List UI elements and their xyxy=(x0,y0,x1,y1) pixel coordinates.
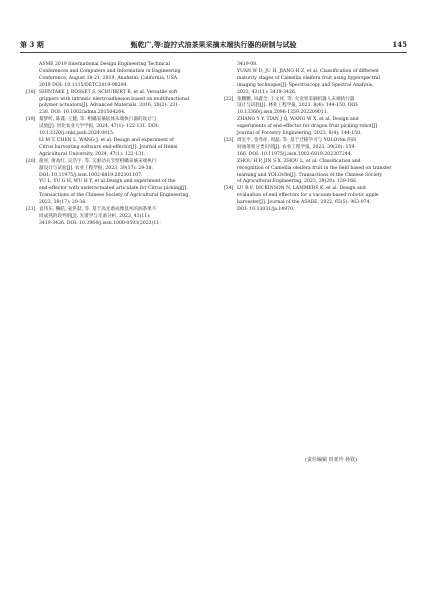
reference-number: [23] xyxy=(224,137,234,143)
reference-line: 10.13360/j.issn.2096-1359.202209011. xyxy=(237,110,329,116)
reference-line: grippers with intrinsic electroadhesion based on multifunctional xyxy=(39,96,190,102)
reference-text xyxy=(39,90,210,118)
reference-line: ASME 2019 International Design Engineering Technical xyxy=(39,62,170,67)
reference-line: Conference, August 18-21, 2019, Anaheim, California, USA. xyxy=(39,75,179,81)
reference-line: evaluation of end effectors for a vacuum-based robotic apple xyxy=(237,193,379,199)
reference-line: 2019 DOI: 10.1115/DETC2019-98294. xyxy=(39,82,128,88)
reference-line: experiments of end-effector for dragon fruit picking robot[J]. xyxy=(237,124,379,130)
reference-text xyxy=(237,186,408,214)
reference-line: SHINTAKE J, ROSSET S, SCHUBERT B, et al. Versatile soft xyxy=(39,89,178,95)
reference-line: end-effector with underactuated articulate for Citrus picking[J]. xyxy=(39,186,188,192)
reference-entry xyxy=(224,62,408,97)
reference-line: DOI: 10.13031/ja.14970. xyxy=(237,207,295,213)
reference-line: 3419-08. xyxy=(237,62,258,67)
reference-line: 10.13320/j.cnki.jauh.2024.0015. xyxy=(39,131,115,137)
reference-line: of Agricultural Engineering, 2023, 39(20): 159-166. xyxy=(237,179,358,185)
reference-line: polymer actuators[J]. Advanced Materials, 2016, 28(2): 231- xyxy=(39,103,180,109)
reference-line: 试验[J]. 河北农业大学学报, 2024, 47(1): 122-131. DOI: xyxy=(39,124,159,130)
reference-number: [19] xyxy=(26,117,36,123)
reference-line: 2023, 39(17): 29-38. xyxy=(39,200,87,206)
reference-line: YU L, YU G H, WU H Y, et al.Design and experiment of the xyxy=(39,179,176,185)
reference-entry xyxy=(26,207,210,228)
reference-line: 166. DOI: 10.11975/j.issn.1002-6819.202307244. xyxy=(237,151,353,157)
reference-text xyxy=(39,159,210,207)
reference-line: Conferences and Computers and Information in Engineering xyxy=(39,68,181,74)
issue-label: 第 3 期 xyxy=(20,40,44,49)
reference-entry xyxy=(26,159,210,207)
editor-credits: (责任编辑 田亚玲 孙钦) xyxy=(305,457,358,463)
reference-line: 同成熟阶段判别[J]. 光谱学与光谱分析, 2023, 43(11): xyxy=(39,213,151,219)
reference-entry xyxy=(224,97,408,138)
reference-text xyxy=(39,207,210,228)
reference-line: 周宏平, 金寿祥, 周磊, 等. 基于迁移学习与 YOLOv8n 的田 xyxy=(237,137,357,143)
reference-line: 间油茶果分类识别[J]. 农业工程学报, 2023, 39(20): 159- xyxy=(237,144,356,150)
running-title: 甄乾广,等:旋拧式油茶果采摘末端执行器的研制与试验 xyxy=(130,40,297,49)
reference-number: [22] xyxy=(224,96,234,102)
reference-text xyxy=(237,62,408,97)
reference-line: 设计与试验[J]. 林业工程学报, 2023, 8(4): 144-150. DOI: xyxy=(237,103,359,109)
reference-line: 238. DOI: 10.1002/adma.201504264. xyxy=(39,110,126,116)
reference-line: imaging technique[J]. Spectroscopy and Spectral Analysis, xyxy=(237,82,374,88)
reference-line: harvester[J]. Journal of the ASABE, 2022, 65(5): 963-974. xyxy=(237,200,371,206)
reference-line: ZHOU H P, JIN S X, ZHOU L, et al. Classification and xyxy=(237,158,361,164)
reference-entry xyxy=(26,117,210,158)
reference-line: YUAN W D, JU H, JIANG H Z, et al. Classification of different xyxy=(237,68,379,74)
reference-text xyxy=(39,62,210,90)
reference-line: Citrus harvesting software end-effector[J]. Journal of Hebei xyxy=(39,144,178,150)
reference-line: 俞亮, 俞高红, 吴浩宇, 等. 欠驱动关节型柑橘采摘末端执行 xyxy=(39,158,157,164)
reference-number: [18] xyxy=(26,89,36,95)
reference-entry xyxy=(224,138,408,186)
reference-line: 3419-3426. DOI: 10.3964/j.issn.1000-0593(2023)11- xyxy=(39,220,161,226)
reference-line: learning and YOLOv8n[J]. Transactions of the Chinese Society xyxy=(237,172,383,178)
reference-number: [24] xyxy=(224,186,234,192)
reference-line: recognition of Camellia oleifera fruit in the field based on transfer xyxy=(237,165,392,171)
reference-text xyxy=(39,117,210,158)
reference-line: 袁伟东, 鞠皓, 姜洪喆, 等. 基于高光谱成像技术的油茶果不 xyxy=(39,207,157,213)
reference-line: Transactions of the Chinese Society of Agricultural Engineering, xyxy=(39,193,190,199)
reference-column-right xyxy=(224,62,408,214)
reference-line: 器设计与试验[J]. 农业工程学报, 2023, 39(17): 29-38. xyxy=(39,165,153,171)
reference-text xyxy=(237,97,408,138)
page-number: 145 xyxy=(392,40,407,49)
reference-line: Agricultural University, 2024, 47(1): 122-131. xyxy=(39,151,146,157)
reference-line: LI M T, CHEN L, WANG J, et al. Design and experiment of xyxy=(39,137,174,143)
reference-line: 张鹏鹏, 田鑫全, 王文祥, 等. 火龙果采摘机器人末端执行器 xyxy=(237,96,355,102)
reference-number: [20] xyxy=(26,158,36,164)
reference-line: 2023, 43(11): 3419-3426. xyxy=(237,89,297,95)
reference-line: DOI: 10.11975/j.issn.1002-6819.202301107. xyxy=(39,172,143,178)
reference-number: [21] xyxy=(26,207,36,213)
reference-entry xyxy=(224,186,408,214)
running-header xyxy=(20,38,407,53)
reference-entry xyxy=(26,62,210,90)
reference-entry xyxy=(26,90,210,118)
reference-line: LU R F, DICKINSON N, LAMMERS K, et al. Design and xyxy=(237,186,366,192)
reference-column-left xyxy=(26,62,210,228)
reference-text xyxy=(237,138,408,186)
reference-line: maturity stages of Camellia oleifera fruit using hyperspectral xyxy=(237,75,381,81)
reference-line: Journal of Forestry Engineering, 2023, 8(4): 144-150. xyxy=(237,131,362,137)
reference-line: 黎梦昕, 陈谨, 王健, 等. 柑橘采摘软体末端执行器的设计与 xyxy=(39,117,157,123)
reference-line: ZHANG Y Y, TIAN J Q, WANG W X, et al. Design and xyxy=(237,117,359,123)
